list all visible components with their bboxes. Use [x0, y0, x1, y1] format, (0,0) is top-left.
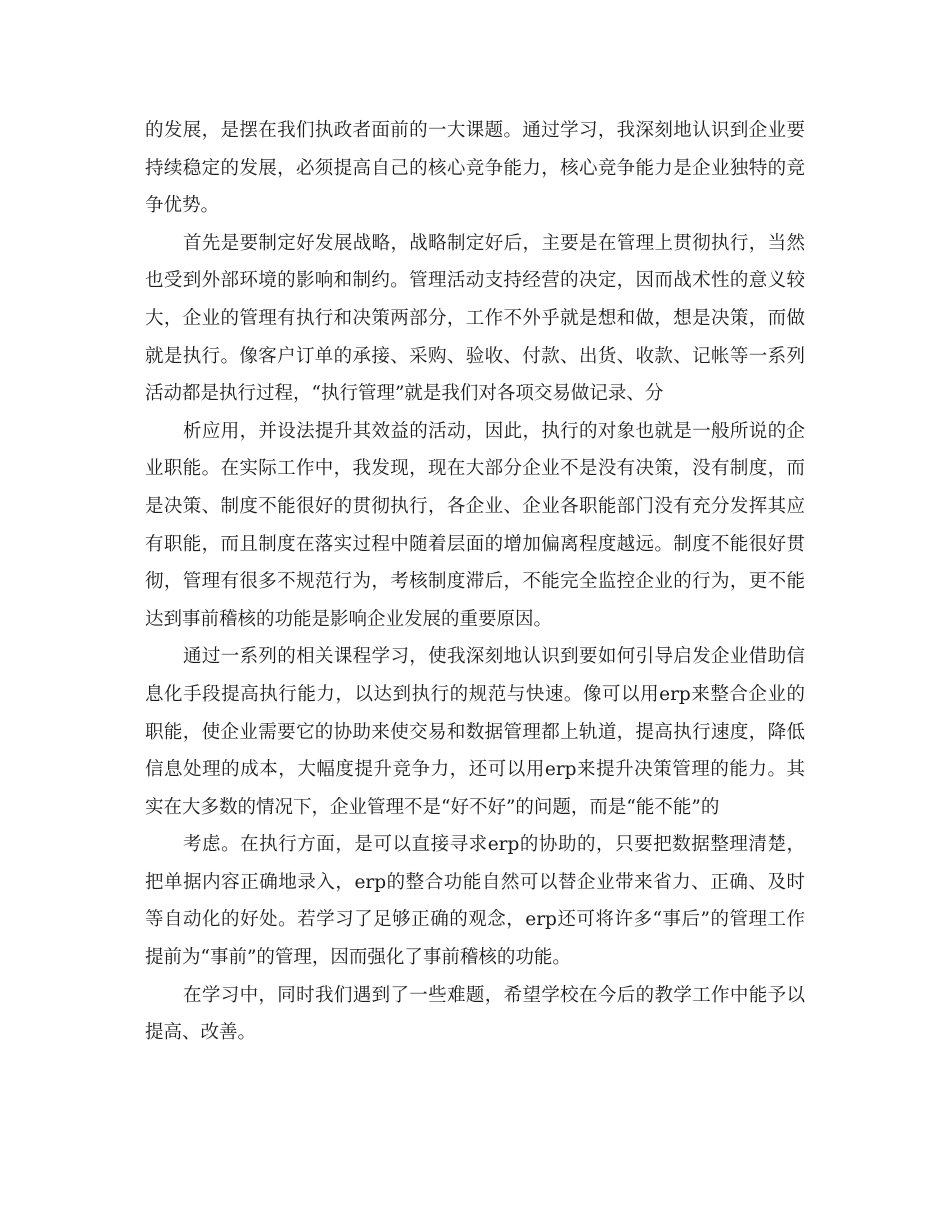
paragraph-6: 在学习中，同时我们遇到了一些难题，希望学校在今后的教学工作中能予以提高、改善。	[145, 984, 805, 1044]
paragraph-5: 考虑。在执行方面，是可以直接寻求erp的协助的，只要把数据整理清楚，把单据内容正确地录入，erp的整合功能自然可以替企业带来省力、正确、及时等自动化的好处。若学习了足够正确的观念，erp还可将许多“事后”的管理工作提前为“事前”的管理，因而强化了事前稽核的功能。	[145, 834, 805, 969]
paragraph-2: 首先是要制定好发展战略，战略制定好后，主要是在管理上贯彻执行，当然也受到外部环境的影响和制约。管理活动支持经营的决定，因而战术性的意义较大，企业的管理有执行和决策两部分，工作不外乎就是想和做，想是决策，而做就是执行。像客户订单的承接、采购、验收、付款、出货、收款、记帐等一系列活动都是执行过程，“执行管理”就是我们对各项交易做记录、分	[145, 232, 805, 405]
paragraph-3: 析应用，并设法提升其效益的活动，因此，执行的对象也就是一般所说的企业职能。在实际工作中，我发现，现在大部分企业不是没有决策，没有制度，而是决策、制度不能很好的贯彻执行，各企业、企业各职能部门没有充分发挥其应有职能，而且制度在落实过程中随着层面的增加偏离程度越远。制度不能很好贯彻，管理有很多不规范行为，考核制度滞后，不能完全监控企业的行为，更不能达到事前稽核的功能是影响企业发展的重要原因。	[145, 420, 805, 630]
paragraph-4: 通过一系列的相关课程学习，使我深刻地认识到要如何引导启发企业借助信息化手段提高执行能力，以达到执行的规范与快速。像可以用erp来整合企业的职能，使企业需要它的协助来使交易和数据管理都上轨道，提高执行速度，降低信息处理的成本，大幅度提升竞争力，还可以用erp来提升决策管理的能力。其实在大多数的情况下，企业管理不是“好不好”的问题，而是“能不能”的	[145, 646, 805, 818]
document-body	[145, 112, 805, 1052]
paragraph-1: 的发展，是摆在我们执政者面前的一大课题。通过学习，我深刻地认识到企业要持续稳定的发展，必须提高自己的核心竞争能力，核心竞争能力是企业独特的竞争优势。	[145, 120, 805, 217]
